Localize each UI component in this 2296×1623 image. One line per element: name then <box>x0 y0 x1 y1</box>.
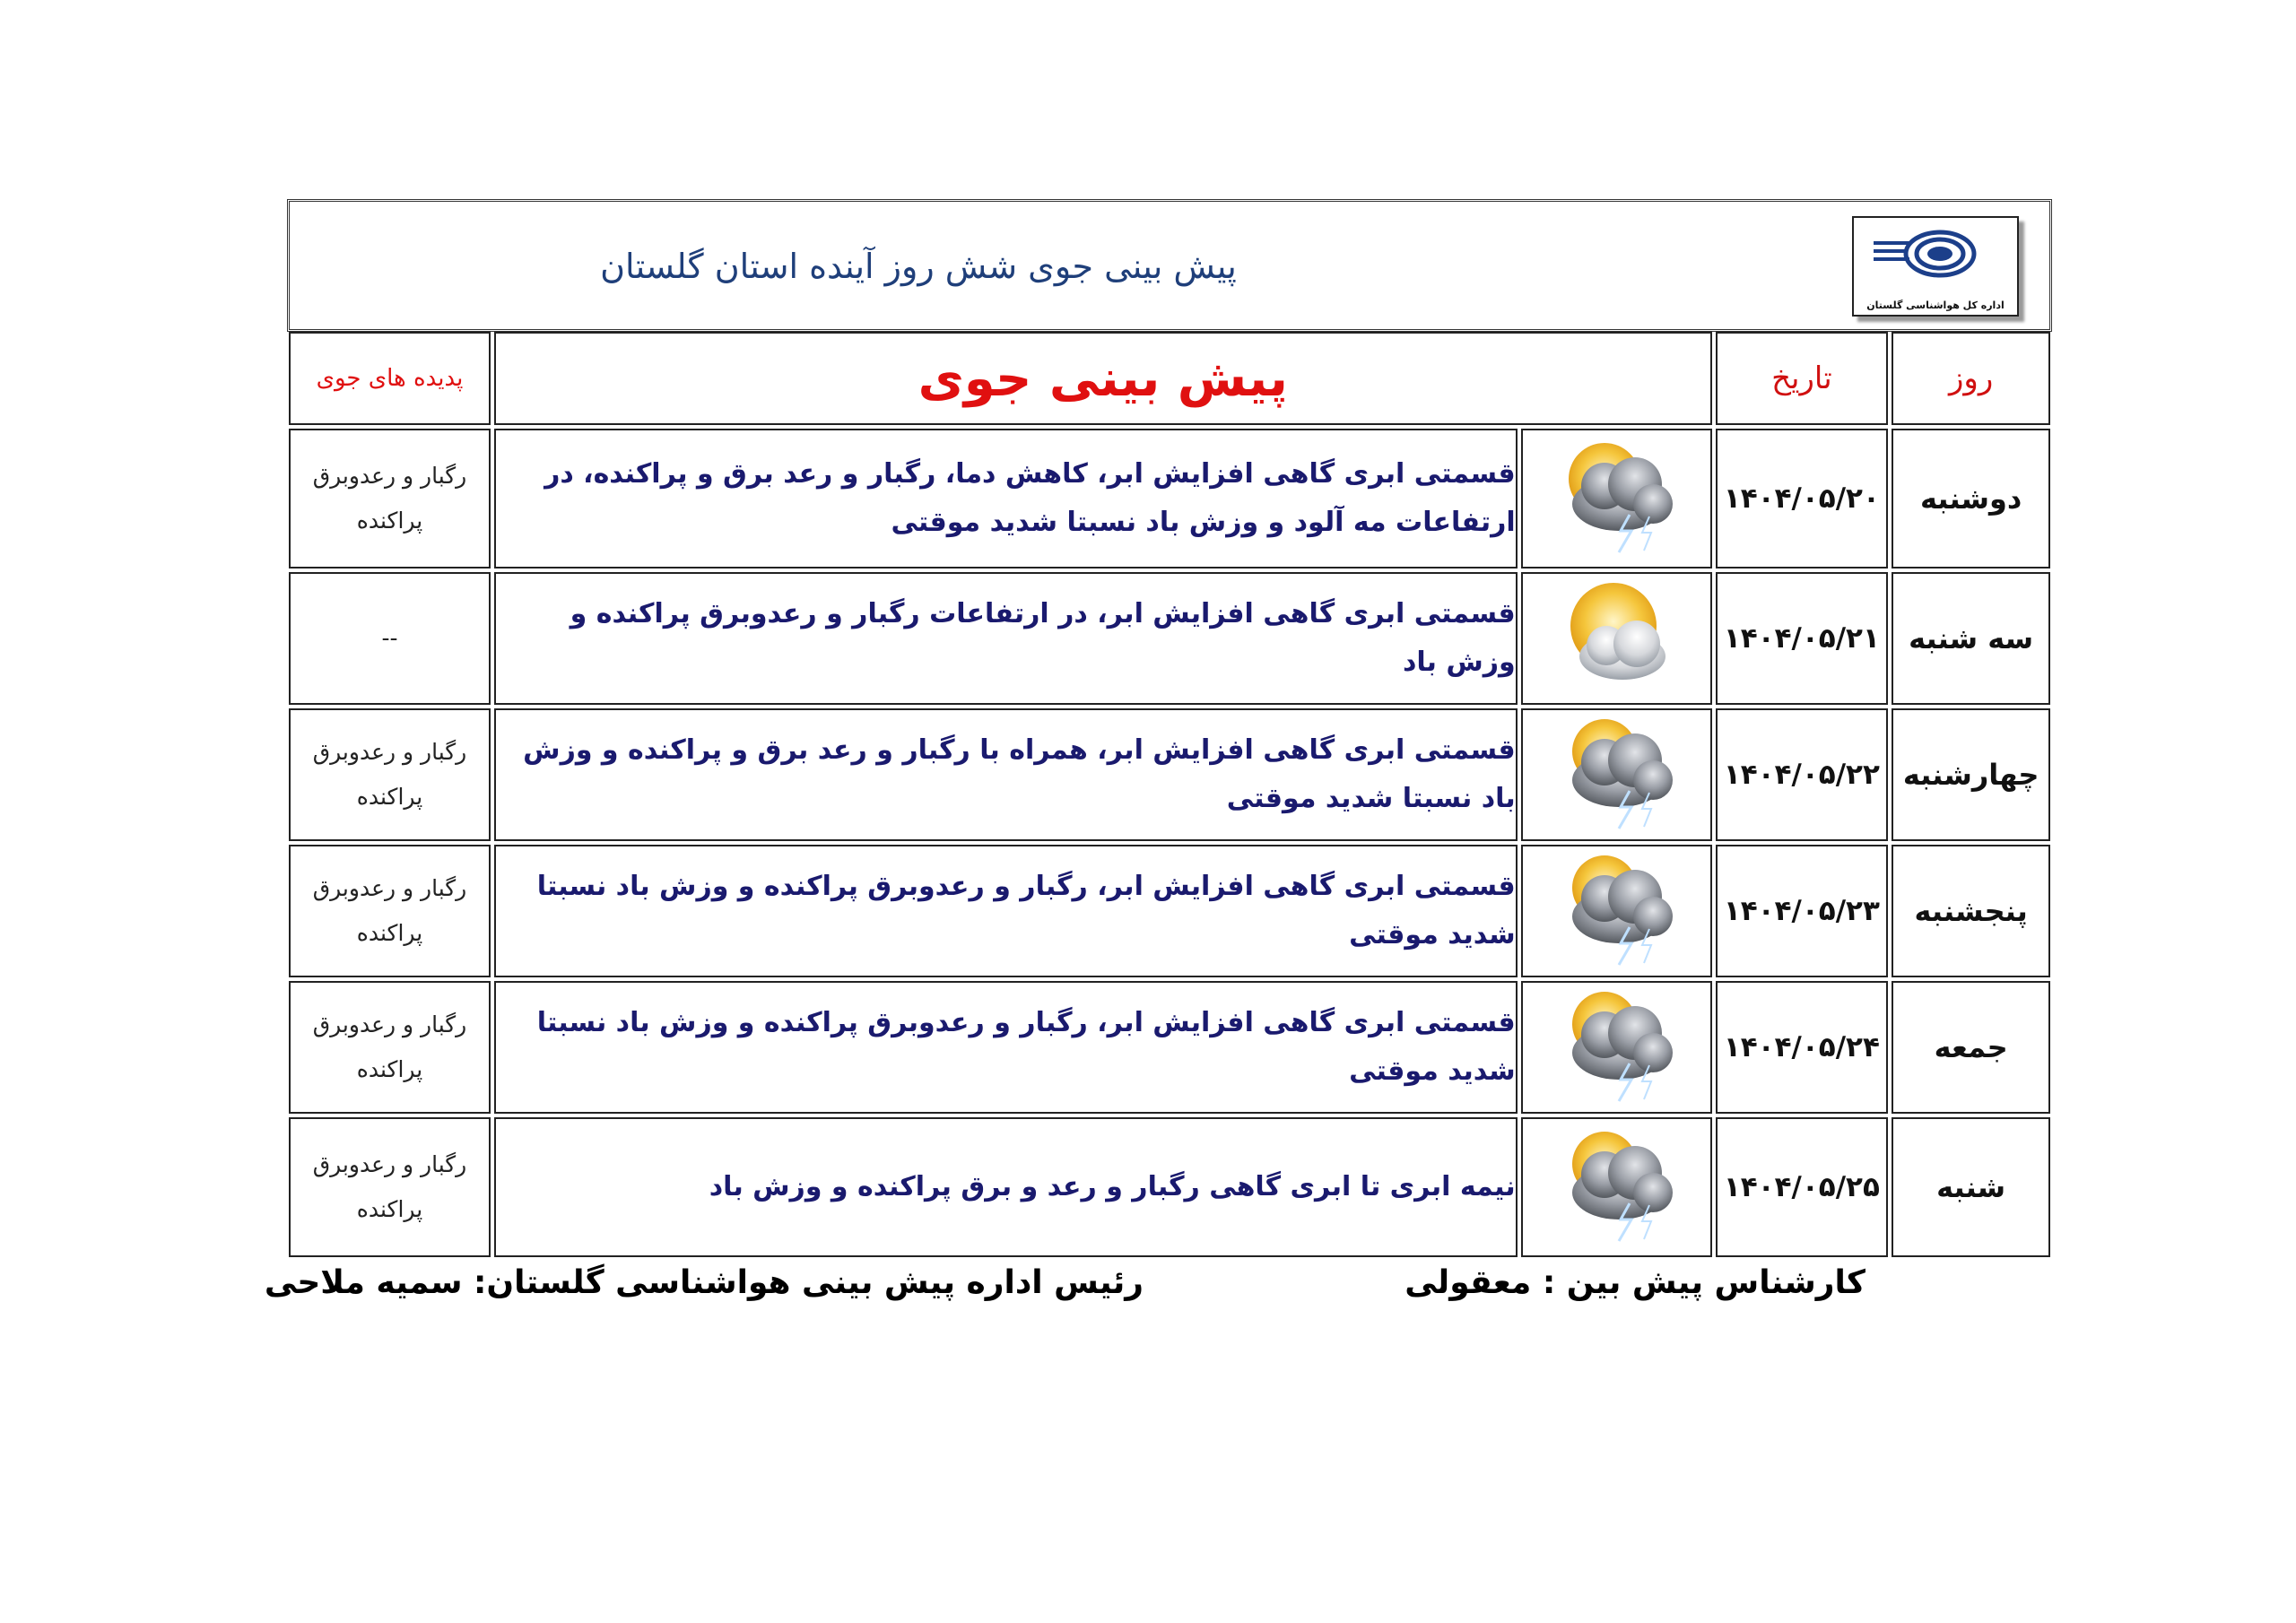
day-cell: شنبه <box>1892 1117 2050 1257</box>
table-row <box>289 981 2050 1114</box>
date-cell: ۱۴۰۴/۰۵/۲۵ <box>1716 1117 1889 1257</box>
phenomena-cell: رگبار و رعدوبرق پراکنده <box>289 708 491 841</box>
date-cell: ۱۴۰۴/۰۵/۲۳ <box>1716 845 1889 977</box>
forecast-description: قسمتی ابری گاهی افزایش ابر، در ارتفاعات رگبار و رعدوبرق پراکنده و وزش باد <box>494 572 1518 705</box>
column-header-phenomena: پدیده های جوی <box>289 332 491 425</box>
phenomena-cell: -- <box>289 572 491 705</box>
forecast-description: نیمه ابری تا ابری گاهی رگبار و رعد و برق پراکنده و وزش باد <box>494 1117 1518 1257</box>
weather-icon-cell <box>1521 572 1712 705</box>
weather-icon-cell <box>1521 981 1712 1114</box>
column-header-date: تاریخ <box>1716 332 1889 425</box>
department-head-name: رئیس اداره پیش بینی هواشناسی گلستان: سمیه ملاحی <box>264 1264 1144 1301</box>
table-row <box>289 708 2050 841</box>
storm-cloud-sun-icon <box>1549 983 1683 1108</box>
meteorological-organization-logo <box>1852 216 2019 317</box>
storm-cloud-sun-icon <box>1549 434 1683 560</box>
day-cell: چهارشنبه <box>1892 708 2050 841</box>
date-cell: ۱۴۰۴/۰۵/۲۰ <box>1716 429 1889 568</box>
weather-icon-cell <box>1521 429 1712 568</box>
weather-icon-cell <box>1521 1117 1712 1257</box>
phenomena-cell: رگبار و رعدوبرق پراکنده <box>289 845 491 977</box>
table-header-row <box>289 332 2050 425</box>
page-title: پیش بینی جوی شش روز آینده استان گلستان <box>600 247 1237 286</box>
forecast-description: قسمتی ابری گاهی افزایش ابر، همراه با رگبار و رعد برق و پراکنده و وزش باد نسبتا شدید موقتی <box>494 708 1518 841</box>
storm-cloud-sun-icon <box>1549 846 1683 972</box>
forecast-document <box>287 199 2052 1261</box>
column-header-day: روز <box>1892 332 2050 425</box>
logo-caption: اداره کل هواشناسی گلستان <box>1866 299 2005 311</box>
table-row <box>289 572 2050 705</box>
day-cell: پنجشنبه <box>1892 845 2050 977</box>
date-cell: ۱۴۰۴/۰۵/۲۲ <box>1716 708 1889 841</box>
table-row <box>289 845 2050 977</box>
storm-cloud-sun-icon <box>1549 1123 1683 1248</box>
document-header <box>287 199 2052 332</box>
day-cell: جمعه <box>1892 981 2050 1114</box>
forecast-table <box>285 328 2054 1261</box>
day-cell: سه شنبه <box>1892 572 2050 705</box>
table-row <box>289 429 2050 568</box>
partly-cloudy-sun-icon <box>1549 574 1683 699</box>
storm-cloud-sun-icon <box>1549 710 1683 836</box>
forecaster-name: کارشناس پیش بین : معقولی <box>1405 1264 1866 1301</box>
forecast-description: قسمتی ابری گاهی افزایش ابر، رگبار و رعدوبرق پراکنده و وزش باد نسبتا شدید موقتی <box>494 845 1518 977</box>
phenomena-cell: رگبار و رعدوبرق پراکنده <box>289 429 491 568</box>
weather-icon-cell <box>1521 708 1712 841</box>
phenomena-cell: رگبار و رعدوبرق پراکنده <box>289 1117 491 1257</box>
date-cell: ۱۴۰۴/۰۵/۲۴ <box>1716 981 1889 1114</box>
signature-footer <box>0 1264 2296 1318</box>
phenomena-cell: رگبار و رعدوبرق پراکنده <box>289 981 491 1114</box>
column-header-forecast: پیش بینی جوی <box>494 332 1712 425</box>
date-cell: ۱۴۰۴/۰۵/۲۱ <box>1716 572 1889 705</box>
day-cell: دوشنبه <box>1892 429 2050 568</box>
forecast-description: قسمتی ابری گاهی افزایش ابر، رگبار و رعدوبرق پراکنده و وزش باد نسبتا شدید موقتی <box>494 981 1518 1114</box>
table-row <box>289 1117 2050 1257</box>
forecast-description: قسمتی ابری گاهی افزایش ابر، کاهش دما، رگبار و رعد برق و پراکنده، در ارتفاعات مه آلود و وزش باد نسبتا شدید موقتی <box>494 429 1518 568</box>
weather-icon-cell <box>1521 845 1712 977</box>
